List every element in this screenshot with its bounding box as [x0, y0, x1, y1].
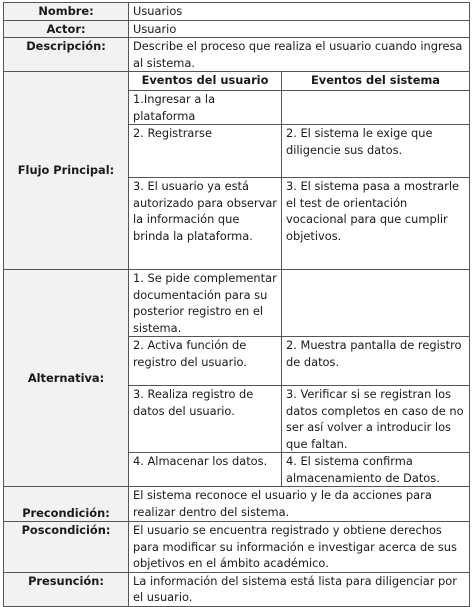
flujo-user-3: 3. El usuario ya está autorizado para observar la información que brinda la plataforma. — [129, 178, 282, 270]
alt-user-3: 3. Realiza registro de datos del usuario. — [129, 386, 282, 453]
flujo-user-1: 1.Ingresar a la plataforma — [129, 91, 282, 125]
descripcion-value: Describe el proceso que realiza el usuario cuando ingresa al sistema. — [129, 38, 470, 72]
col-eventos-usuario: Eventos del usuario — [129, 72, 282, 91]
presuncion-label: Presunción: — [4, 572, 129, 606]
alt-system-1 — [282, 270, 470, 337]
precondicion-label: Precondición: — [4, 487, 129, 522]
alt-user-1: 1. Se pide complementar documentación para su posterior registro en el sistema. — [129, 270, 282, 337]
alt-system-2: 2. Muestra pantalla de registro de datos. — [282, 337, 470, 386]
row-nombre — [4, 3, 470, 21]
nombre-value: Usuarios — [129, 3, 470, 21]
row-actor — [4, 20, 470, 38]
alt-system-3: 3. Verificar si se registran los datos completos en caso de no ser así volver a introducir los que faltan. — [282, 386, 470, 453]
flujo-system-1 — [282, 91, 470, 125]
flujo-header-row — [4, 72, 470, 91]
presuncion-value: La información del sistema está lista para diligenciar por el usuario. — [129, 572, 470, 606]
row-precondicion — [4, 487, 470, 522]
flujo-system-2: 2. El sistema le exige que diligencie sus datos. — [282, 125, 470, 178]
alt-user-4: 4. Almacenar los datos. — [129, 453, 282, 487]
alternativa-label: Alternativa: — [4, 270, 129, 487]
actor-value: Usuario — [129, 20, 470, 38]
use-case-table — [3, 2, 470, 607]
precondicion-value: El sistema reconoce el usuario y le da acciones para realizar dentro del sistema. — [129, 487, 470, 522]
alt-row-1 — [4, 270, 470, 337]
flujo-system-3: 3. El sistema pasa a mostrarle el test de orientación vocacional para que cumplir objetivos. — [282, 178, 470, 270]
row-presuncion — [4, 572, 470, 606]
alt-system-4: 4. El sistema confirma almacenamiento de Datos. — [282, 453, 470, 487]
descripcion-label: Descripción: — [4, 38, 129, 72]
flujo-user-2: 2. Registrarse — [129, 125, 282, 178]
alt-user-2: 2. Activa función de registro del usuario. — [129, 337, 282, 386]
poscondicion-label: Poscondición: — [4, 522, 129, 573]
flujo-principal-label: Flujo Principal: — [4, 72, 129, 270]
row-descripcion — [4, 38, 470, 72]
nombre-label: Nombre: — [4, 3, 129, 21]
row-poscondicion — [4, 522, 470, 573]
actor-label: Actor: — [4, 20, 129, 38]
poscondicion-value: El usuario se encuentra registrado y obtiene derechos para modificar su información e investigar acerca de sus objetivos en el ámbito académico. — [129, 522, 470, 573]
col-eventos-sistema: Eventos del sistema — [282, 72, 470, 91]
